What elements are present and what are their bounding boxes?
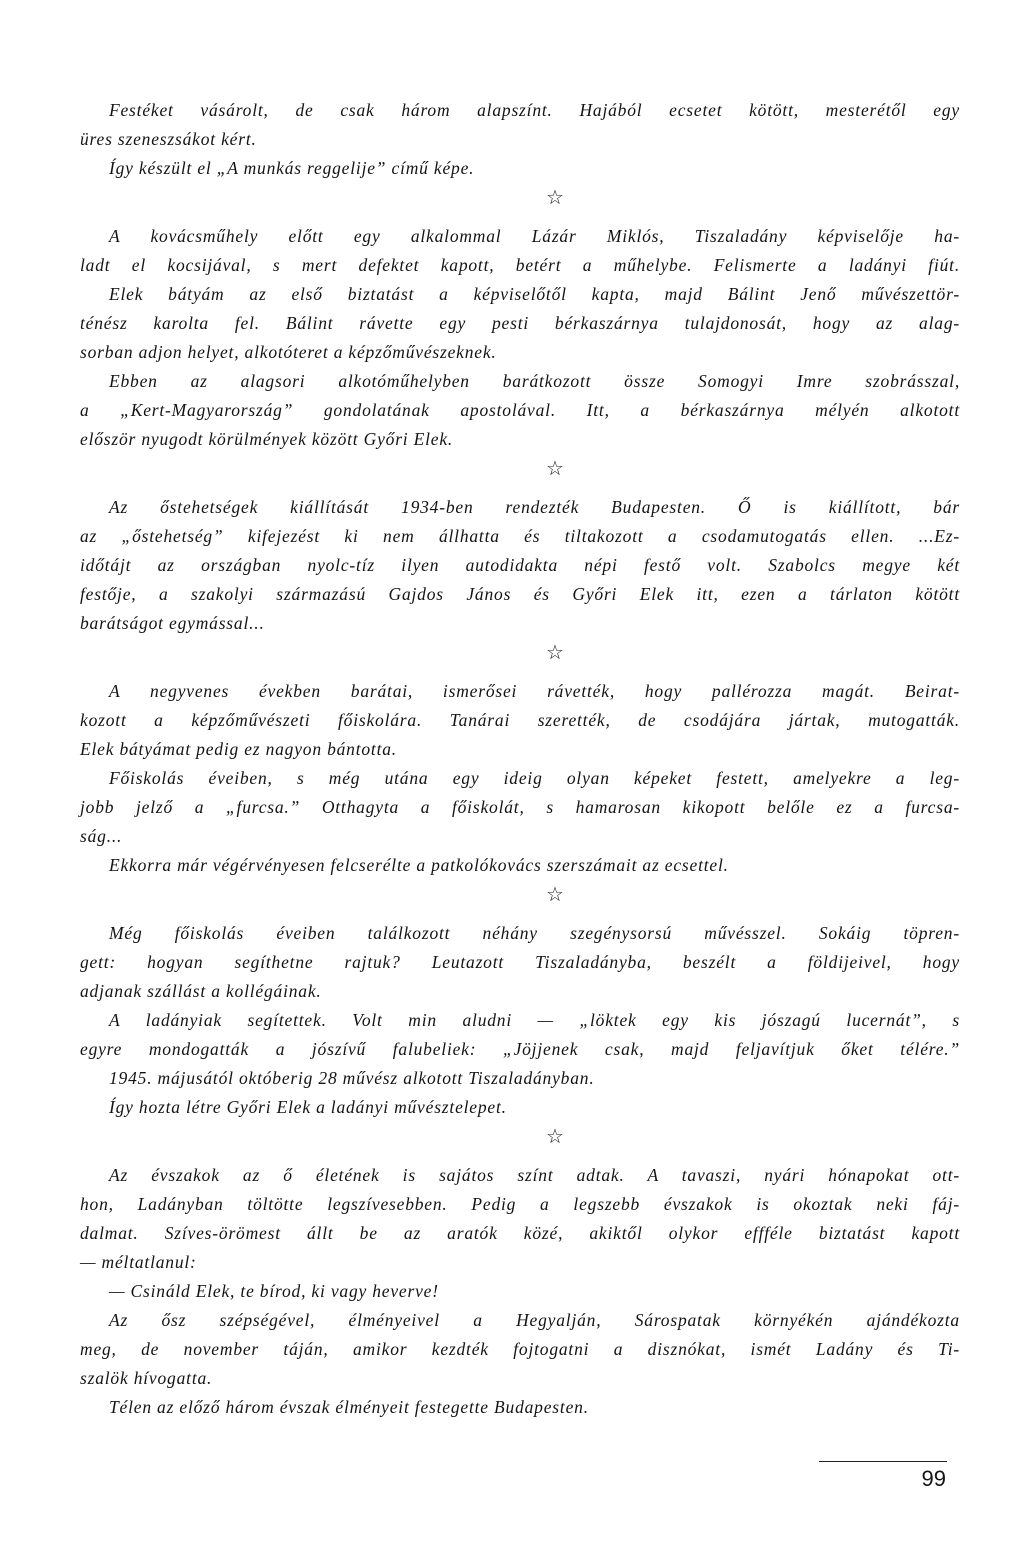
text-line: Ekkorra már végérvényesen felcserélte a patkolókovács szerszámait az ecsettel. [109, 855, 729, 875]
text-line: hon, Ladányban töltötte legszívesebben. Pedig a legszebb évszakok is okoztak neki fáj- [80, 1194, 960, 1214]
text-line: ság... [80, 826, 123, 846]
star-separator-icon: ☆ [546, 1126, 564, 1148]
spacer [80, 214, 960, 222]
star-separator-icon: ☆ [546, 458, 564, 480]
text-line: sorban adjon helyet, alkotóteret a képzőművészeknek. [80, 342, 497, 362]
text-line: Az ősz szépségével, élményeivel a Hegyalján, Sárospatak környékén ajándékozta [109, 1310, 960, 1330]
text-line: — Csináld Elek, te bírod, ki vagy heverve! [109, 1281, 439, 1301]
text-line: Elek bátyám az első biztatást a képviselőtől kapta, majd Bálint Jenő művészettör- [109, 284, 960, 304]
text-line: gett: hogyan segíthetne rajtuk? Leutazott Tiszaladányba, beszélt a földijeivel, hogy [80, 952, 960, 972]
text-line: jobb jelző a „furcsa.” Otthagyta a főiskolát, s hamarosan kikopott belőle ez a furcsa- [80, 797, 960, 817]
text-line: Télen az előző három évszak élményeit festegette Budapesten. [109, 1397, 589, 1417]
spacer [80, 911, 960, 919]
text-line: adjanak szállást a kollégáinak. [80, 981, 322, 1001]
text-line: az „őstehetség” kifejezést ki nem állhatta és tiltakozott a csodamutogatás ellen. ...Ez- [80, 526, 960, 546]
text-line: egyre mondogatták a jószívű falubeliek: „Jöjjenek csak, majd feljavítjuk őket télére.” [80, 1039, 960, 1059]
text-line: A negyvenes években barátai, ismerősei rávették, hogy pallérozza magát. Beirat- [109, 681, 960, 701]
text-line: kozott a képzőművészeti főiskolára. Tanárai szerették, de csodájára jártak, mutogatták. [80, 710, 960, 730]
text-line: — méltatlanul: [80, 1252, 197, 1272]
spacer [80, 669, 960, 677]
text-line: Így hozta létre Győri Elek a ladányi művésztelepet. [109, 1097, 507, 1117]
text-line: a „Kert-Magyarország” gondolatának apostolával. Itt, a bérkaszárnya mélyén alkotott [80, 400, 960, 420]
text-line: ladt el kocsijával, s mert defektet kapott, betért a műhelybe. Felismerte a ladányi fiút. [80, 255, 960, 275]
text-line: dalmat. Szíves-örömest állt be az aratók közé, akiktől olykor effféle biztatást kapott [80, 1223, 960, 1243]
page-number: 99 [921, 1466, 946, 1491]
text-line: Főiskolás éveiben, s még utána egy ideig olyan képeket festett, amelyekre a leg- [109, 768, 960, 788]
text-line: ténész karolta fel. Bálint rávette egy pesti bérkaszárnya tulajdonosát, hogy az alag- [80, 313, 960, 333]
text-line: A ladányiak segítettek. Volt min aludni — „löktek egy kis jószagú lucernát”, s [109, 1010, 960, 1030]
text-line: A kovácsműhely előtt egy alkalommal Lázár Miklós, Tiszaladány képviselője ha- [109, 226, 960, 246]
text-line: szalök hívogatta. [80, 1368, 213, 1388]
text-line: először nyugodt körülmények között Győri Elek. [80, 429, 454, 449]
text-line: meg, de november táján, amikor kezdték fojtogatni a disznókat, ismét Ladány és Ti- [80, 1339, 960, 1359]
body-text [80, 96, 960, 1422]
text-line: Az évszakok az ő életének is sajátos színt adtak. A tavaszi, nyári hónapokat ott- [109, 1165, 960, 1185]
text-line: 1945. májusától októberig 28 művész alkotott Tiszaladányban. [109, 1068, 595, 1088]
text-line: időtájt az országban nyolc-tíz ilyen autodidakta népi festő volt. Szabolcs megye két [80, 555, 960, 575]
text-line: festője, a szakolyi származású Gajdos János és Győri Elek itt, ezen a tárlaton kötött [80, 584, 960, 604]
text-line: Elek bátyámat pedig ez nagyon bántotta. [80, 739, 397, 759]
text-line: Ebben az alagsori alkotóműhelyben barátkozott össze Somogyi Imre szobrásszal, [109, 371, 960, 391]
text-line: Festéket vásárolt, de csak három alapszínt. Hajából ecsetet kötött, mesterétől egy [109, 100, 960, 120]
text-line: Így készült el „A munkás reggelije” című képe. [109, 158, 475, 178]
footer-rule [819, 1461, 947, 1462]
text-line: Még főiskolás éveiben találkozott néhány szegénysorsú művésszel. Sokáig töpren- [109, 923, 960, 943]
spacer [80, 485, 960, 493]
text-line: üres szeneszsákot kért. [80, 129, 257, 149]
star-separator-icon: ☆ [546, 884, 564, 906]
spacer [80, 1153, 960, 1161]
star-separator-icon: ☆ [546, 642, 564, 664]
text-line: barátságot egymással... [80, 613, 265, 633]
star-separator-icon: ☆ [546, 187, 564, 209]
text-line: Az őstehetségek kiállítását 1934-ben rendezték Budapesten. Ő is kiállított, bár [109, 497, 960, 517]
